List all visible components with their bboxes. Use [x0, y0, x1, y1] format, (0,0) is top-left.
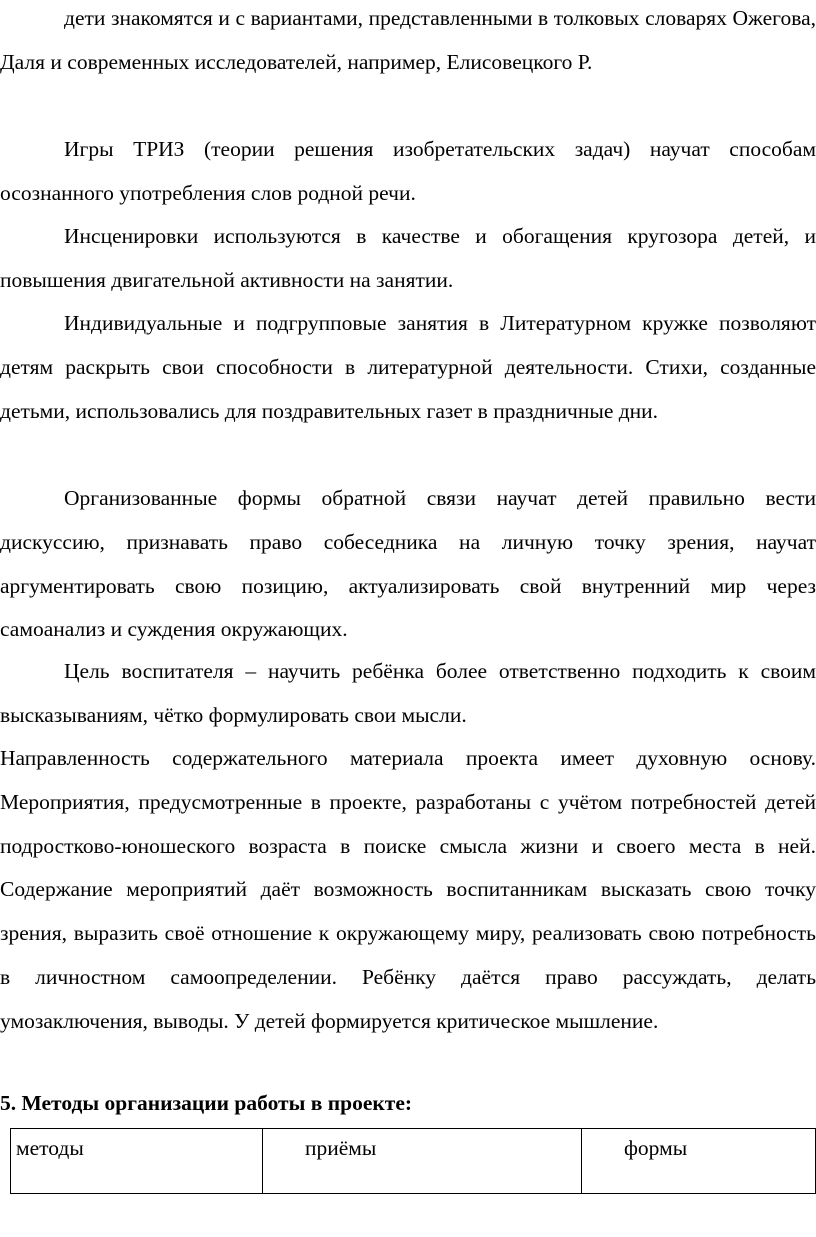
paragraph-feedback-forms: Организованные формы обратной связи научат детей правильно вести дискуссию, признавать право собеседника на личную точку зрения, научат аргументировать свою позицию, актуализировать свой внутренний мир через самоанализ и суждения окружающих.: [0, 486, 816, 642]
table-header-row: [11, 1129, 816, 1194]
table-header-forms: формы: [582, 1129, 816, 1194]
table-header-methods: методы: [11, 1129, 263, 1194]
paragraph-individual-lessons: Индивидуальные и подгрупповые занятия в Литературном кружке позволяют детям раскрыть свои способности в литературной деятельности. Стихи, созданные детьми, использовались для поздравительных газет в праздничные дни.: [0, 311, 816, 423]
paragraph-educator-goal: Цель воспитателя – научить ребёнка более ответственно подходить к своим высказываниям, чётко формулировать свои мысли.: [0, 659, 816, 727]
paragraph-triz-games: Игры ТРИЗ (теории решения изобретательских задач) научат способам осознанного употребления слов родной речи.: [0, 137, 816, 205]
paragraph-dramatizations: Инсценировки используются в качестве и обогащения кругозора детей, и повышения двигательной активности на занятии.: [0, 224, 816, 292]
section-heading: 5. Методы организации работы в проекте:: [0, 1091, 413, 1115]
methods-table: [10, 1128, 816, 1194]
paragraph-project-direction: Направленность содержательного материала проекта имеет духовную основу. Мероприятия, предусмотренные в проекте, разработаны с учётом потребностей детей подростково-юношеского возраста в поиске смысла жизни и своего места в ней. Содержание мероприятий даёт возможность воспитанникам высказать свою точку зрения, выразить своё отношение к окружающему миру, реализовать свою потребность в личностном самоопределении. Ребёнку даётся право рассуждать, делать умозаключения, выводы. У детей формируется критическое мышление.: [0, 746, 816, 1033]
table-header-techniques: приёмы: [263, 1129, 582, 1194]
paragraph-dictionaries: дети знакомятся и с вариантами, представленными в толковых словарях Ожегова, Даля и современных исследователей, например, Елисовецкого Р.: [0, 6, 816, 74]
